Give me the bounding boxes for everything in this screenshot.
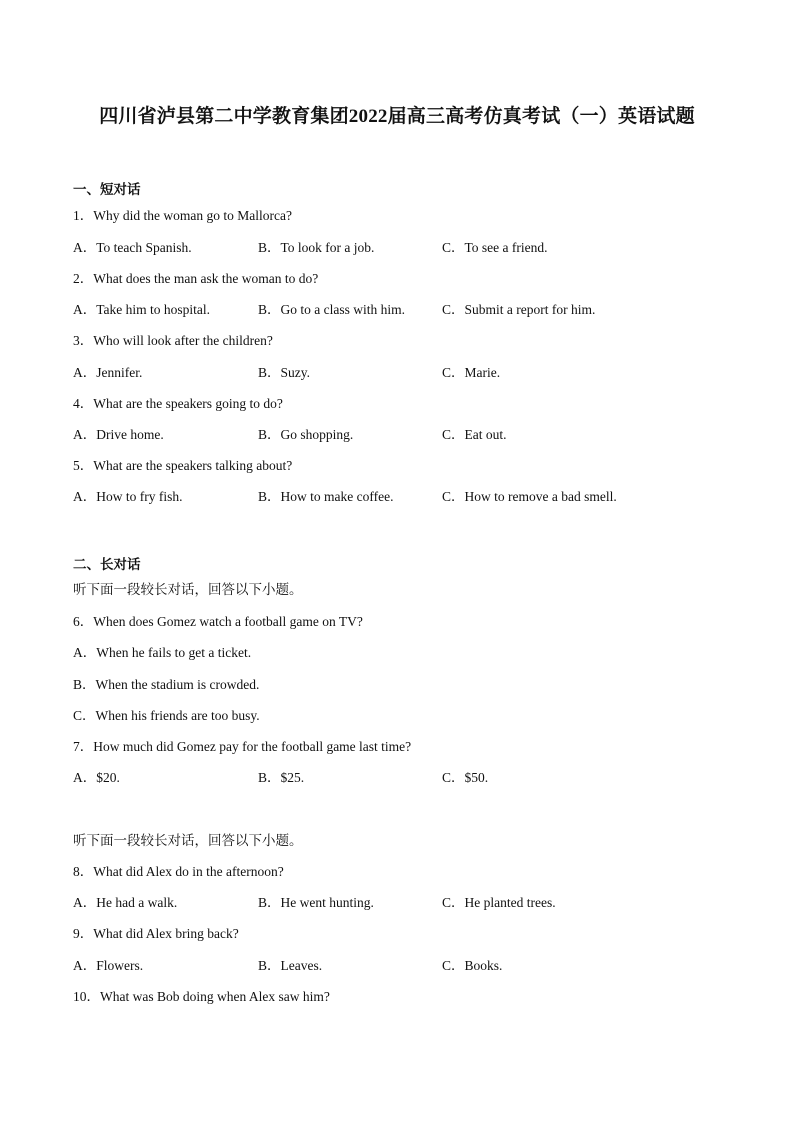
question-8-option-c: C．He planted trees. [442,895,556,910]
question-5-stem: 5．What are the speakers talking about? [73,458,293,473]
question-4-option-b: B．Go shopping. [258,427,354,442]
question-5-option-a: A．How to fry fish. [73,489,183,504]
question-1-stem: 1．Why did the woman go to Mallorca? [73,208,292,223]
question-8-option-b: B．He went hunting. [258,895,374,910]
question-2-option-c: C．Submit a report for him. [442,302,596,317]
question-6-option-b: B．When the stadium is crowded. [73,677,260,692]
question-9-option-c: C．Books. [442,958,503,973]
question-4-option-c: C．Eat out. [442,427,507,442]
question-9-option-b: B．Leaves. [258,958,323,973]
question-9-stem: 9．What did Alex bring back? [73,926,239,941]
question-1-option-b: B．To look for a job. [258,240,375,255]
question-7-stem: 7．How much did Gomez pay for the football game last time? [73,739,412,754]
question-7-option-a: A．$20. [73,770,120,785]
question-4-stem: 4．What are the speakers going to do? [73,396,283,411]
question-7-option-c: C．$50. [442,770,489,785]
question-3-option-a: A．Jennifer. [73,365,143,380]
question-6-option-c: C．When his friends are too busy. [73,708,260,723]
question-3-option-b: B．Suzy. [258,365,311,380]
question-1-option-c: C．To see a friend. [442,240,548,255]
question-7-option-b: B．$25. [258,770,305,785]
question-10-stem: 10．What was Bob doing when Alex saw him? [73,989,330,1004]
question-4-option-a: A．Drive home. [73,427,164,442]
question-2-stem: 2．What does the man ask the woman to do? [73,271,319,286]
question-8-option-a: A．He had a walk. [73,895,178,910]
question-6-stem: 6．When does Gomez watch a football game on TV? [73,614,363,629]
question-3-stem: 3．Who will look after the children? [73,333,273,348]
question-5-option-b: B．How to make coffee. [258,489,394,504]
question-6-option-a: A．When he fails to get a ticket. [73,645,252,660]
question-1-option-a: A．To teach Spanish. [73,240,192,255]
question-3-option-c: C．Marie. [442,365,501,380]
question-8-stem: 8．What did Alex do in the afternoon? [73,864,284,879]
question-9-option-a: A．Flowers. [73,958,144,973]
section-instruction: 听下面一段较长对话，回答以下小题。 [73,582,303,597]
section-instruction: 听下面一段较长对话，回答以下小题。 [73,833,303,848]
question-2-option-b: B．Go to a class with him. [258,302,405,317]
question-2-option-a: A．Take him to hospital. [73,302,211,317]
page-title: 四川省泸县第二中学教育集团2022届高三高考仿真考试（一）英语试题 [99,106,695,127]
section-heading-short-dialogues: 一、短对话 [73,182,141,197]
section-heading-long-dialogues: 二、长对话 [73,557,141,572]
question-5-option-c: C．How to remove a bad smell. [442,489,617,504]
